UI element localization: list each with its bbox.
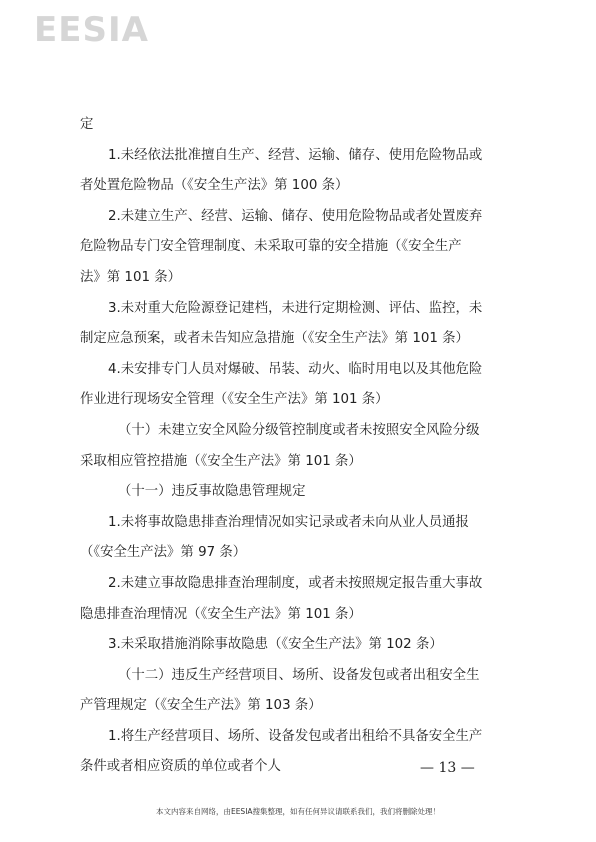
text-line: 3.未对重大危险源登记建档，未进行定期检测、评估、监控，未 <box>108 300 483 316</box>
text-line: 3.未采取措施消除事故隐患（《安全生产法》第 102 条） <box>108 637 443 653</box>
text-line: 条件或者相应资质的单位或者个人 <box>80 759 281 775</box>
text-line: 1.将生产经营项目、场所、设备发包或者出租给不具备安全生产 <box>108 728 483 744</box>
text-line: 危险物品专门安全管理制度、未采取可靠的安全措施（《安全生产 <box>80 239 462 255</box>
text-line: （《安全生产法》第 97 条） <box>80 545 247 561</box>
text-line: 1.未经依法批准擅自生产、经营、运输、储存、使用危险物品或 <box>108 147 483 163</box>
text-line: 产管理规定（《安全生产法》第 103 条） <box>80 698 322 714</box>
text-line: 4.未安排专门人员对爆破、吊装、动火、临时用电以及其他危险 <box>108 361 483 377</box>
text-line: 制定应急预案，或者未告知应急措施（《安全生产法》第 101 条） <box>80 331 469 347</box>
text-line: （十）未建立安全风险分级管控制度或者未按照安全风险分级 <box>118 422 480 438</box>
page-number: — 13 — <box>420 760 475 776</box>
document-body <box>80 110 530 783</box>
text-line: 2.未建立生产、经营、运输、储存、使用危险物品或者处置废弃 <box>108 208 483 224</box>
text-line: 作业进行现场安全管理（《安全生产法》第 101 条） <box>80 392 389 408</box>
text-line: 采取相应管控措施（《安全生产法》第 101 条） <box>80 453 362 469</box>
text-line: 隐患排查治理情况（《安全生产法》第 101 条） <box>80 606 362 622</box>
text-line: （十一）违反事故隐患管理规定 <box>118 484 306 500</box>
text-line: 法》第 101 条） <box>80 269 182 285</box>
text-line: （十二）违反生产经营项目、场所、设备发包或者出租安全生 <box>118 667 480 683</box>
text-line: 2.未建立事故隐患排查治理制度，或者未按照规定报告重大事故 <box>108 575 483 591</box>
eesia-logo: EESIA <box>34 10 149 50</box>
text-line: 定 <box>80 117 94 132</box>
text-line: 者处置危险物品（《安全生产法》第 100 条） <box>80 178 349 194</box>
footer-note: 本文内容来自网络，由EESIA搜集整理，如有任何异议请联系我们，我们将删除处理！ <box>155 807 441 816</box>
text-line: 1.未将事故隐患排查治理情况如实记录或者未向从业人员通报 <box>108 514 469 530</box>
